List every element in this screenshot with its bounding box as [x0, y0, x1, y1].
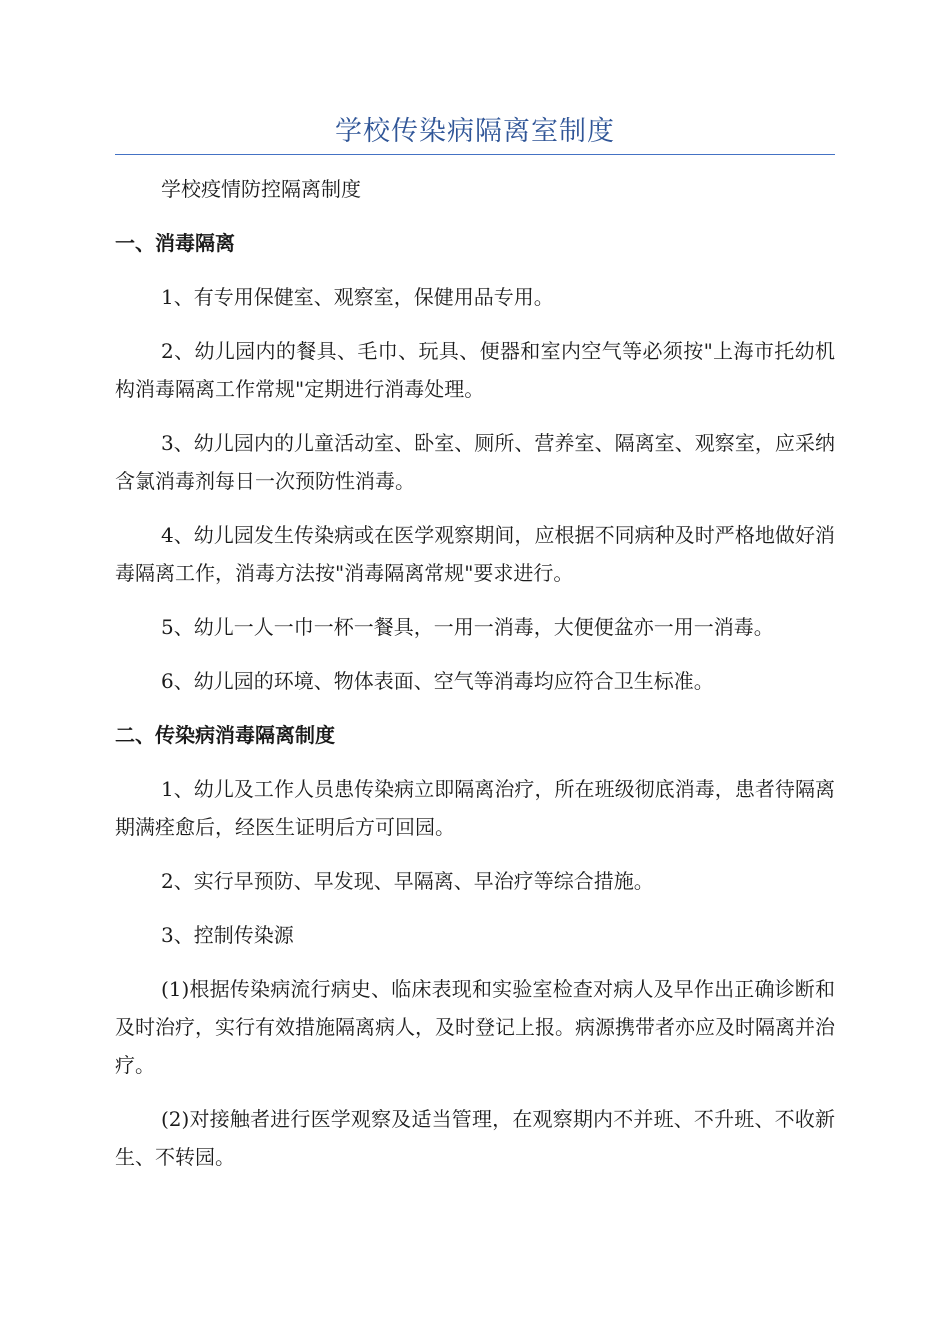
section-paragraph: 2、实行早预防、早发现、早隔离、早治疗等综合措施。: [161, 869, 654, 893]
document-body: [115, 170, 835, 1192]
section-paragraph: (1)根据传染病流行病史、临床表现和实验室检查对病人及早作出正确诊断和及时治疗，实行有效措施隔离病人，及时登记上报。病源携带者亦应及时隔离并治疗。: [115, 977, 835, 1077]
section-paragraph: 5、幼儿一人一巾一杯一餐具，一用一消毒，大便便盆亦一用一消毒。: [161, 615, 774, 639]
section-paragraph: (2)对接触者进行医学观察及适当管理，在观察期内不并班、不升班、不收新生、不转园。: [115, 1107, 835, 1169]
section-heading: 二、传染病消毒隔离制度: [115, 723, 335, 747]
section-paragraph: 2、幼儿园内的餐具、毛巾、玩具、便器和室内空气等必须按"上海市托幼机构消毒隔离工作常规"定期进行消毒处理。: [115, 339, 835, 401]
document-title: 学校传染病隔离室制度: [335, 116, 615, 147]
section-paragraph: 3、控制传染源: [161, 923, 294, 947]
section-paragraph: 1、幼儿及工作人员患传染病立即隔离治疗，所在班级彻底消毒，患者待隔离期满痊愈后，经医生证明后方可回园。: [115, 777, 835, 839]
section-heading: 一、消毒隔离: [115, 231, 235, 255]
section-paragraph: 3、幼儿园内的儿童活动室、卧室、厕所、营养室、隔离室、观察室，应采纳含氯消毒剂每日一次预防性消毒。: [115, 431, 835, 493]
section-paragraph: 4、幼儿园发生传染病或在医学观察期间，应根据不同病种及时严格地做好消毒隔离工作，消毒方法按"消毒隔离常规"要求进行。: [115, 523, 835, 585]
section-paragraph: 6、幼儿园的环境、物体表面、空气等消毒均应符合卫生标准。: [161, 669, 714, 693]
document-subtitle: 学校疫情防控隔离制度: [161, 177, 361, 201]
title-underline: [115, 154, 835, 155]
section-paragraph: 1、有专用保健室、观察室，保健用品专用。: [161, 285, 554, 309]
